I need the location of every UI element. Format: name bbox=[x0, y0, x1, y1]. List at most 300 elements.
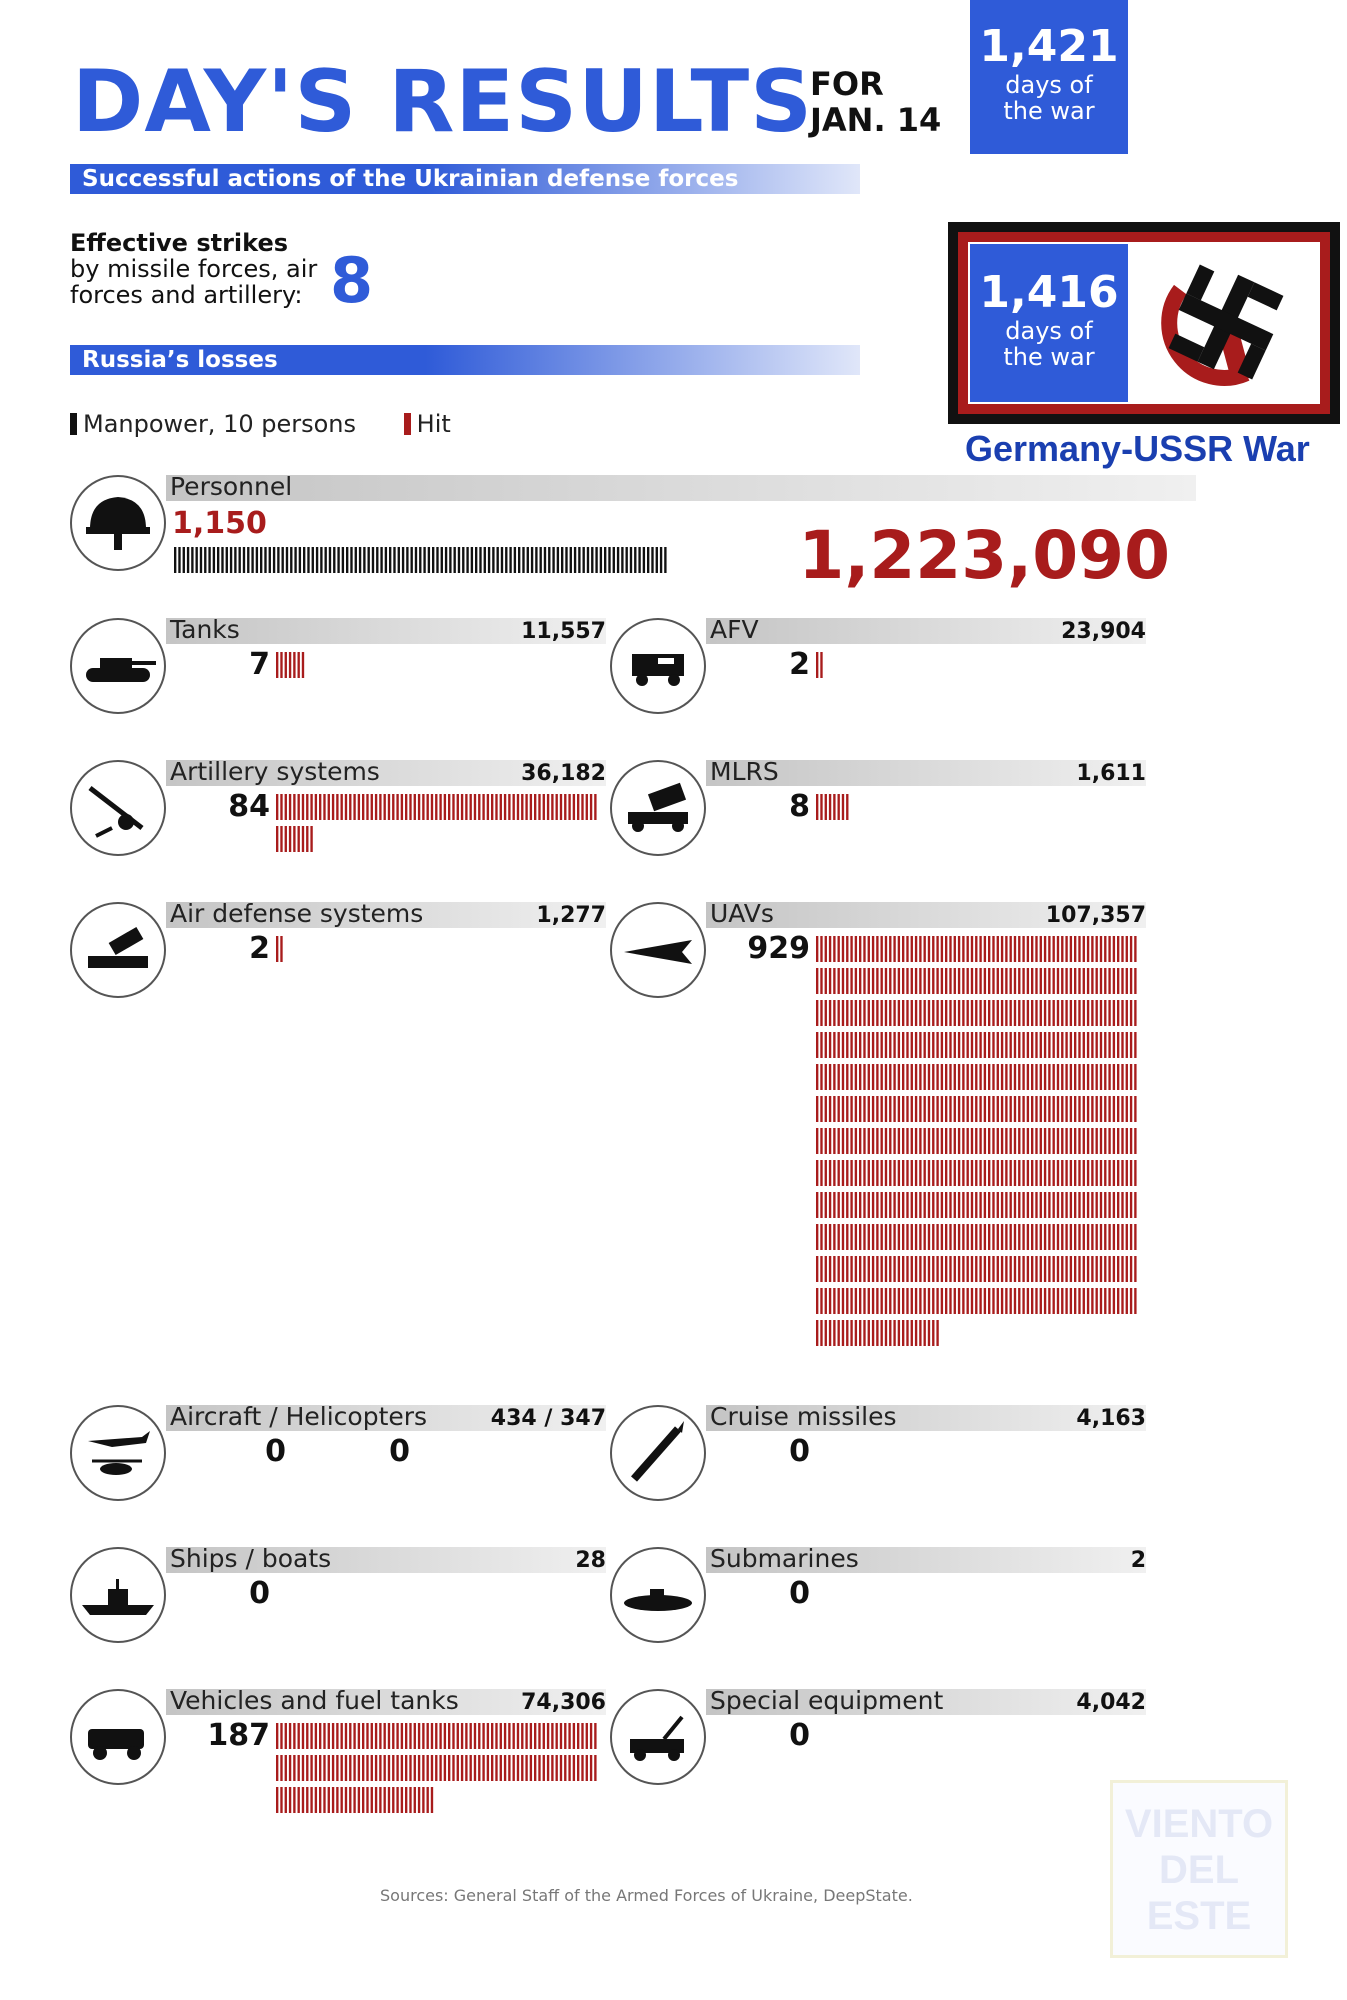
tally-mark bbox=[230, 547, 232, 573]
tally-mark bbox=[1040, 1128, 1042, 1154]
tally-mark bbox=[1040, 1032, 1042, 1058]
tally-mark bbox=[543, 1723, 545, 1749]
tally-mark bbox=[1096, 1096, 1098, 1122]
tally-mark bbox=[1031, 1000, 1033, 1026]
tally-mark bbox=[349, 1723, 351, 1749]
tally-mark bbox=[1005, 1192, 1007, 1218]
tally-mark bbox=[988, 1000, 990, 1026]
tally-mark bbox=[1104, 1288, 1106, 1314]
tally-mark bbox=[876, 1096, 878, 1122]
tally-mark bbox=[850, 968, 852, 994]
tally-mark bbox=[1048, 1192, 1050, 1218]
tally-mark bbox=[1117, 1288, 1119, 1314]
tally-mark bbox=[1005, 1000, 1007, 1026]
tally-mark bbox=[328, 1787, 330, 1813]
tally-mark bbox=[282, 547, 284, 573]
tally-mark bbox=[1005, 1064, 1007, 1090]
tally-mark bbox=[1104, 1128, 1106, 1154]
tally-mark bbox=[328, 1755, 330, 1781]
tally-mark bbox=[881, 1032, 883, 1058]
tally-mark bbox=[855, 1128, 857, 1154]
tally-mark bbox=[1100, 1256, 1102, 1282]
tally-mark bbox=[345, 1755, 347, 1781]
tally-mark bbox=[298, 794, 300, 820]
tally-mark bbox=[825, 1096, 827, 1122]
tally-mark bbox=[881, 1224, 883, 1250]
tally-mark bbox=[885, 1128, 887, 1154]
tally-mark bbox=[992, 1224, 994, 1250]
tally-mark bbox=[1065, 1256, 1067, 1282]
tally-mark bbox=[954, 1032, 956, 1058]
tally-mark bbox=[590, 794, 592, 820]
tally-mark bbox=[362, 1723, 364, 1749]
tally-mark bbox=[448, 1755, 450, 1781]
tally-mark bbox=[893, 1128, 895, 1154]
tally-mark bbox=[280, 652, 282, 678]
tally-mark bbox=[967, 1064, 969, 1090]
tally-mark bbox=[388, 1723, 390, 1749]
tally-mark bbox=[885, 1320, 887, 1346]
tally-mark bbox=[868, 1224, 870, 1250]
tally-mark bbox=[893, 1160, 895, 1186]
tally-mark bbox=[885, 1256, 887, 1282]
tally-mark bbox=[833, 1160, 835, 1186]
tally-mark bbox=[979, 1192, 981, 1218]
tally-mark bbox=[1005, 1160, 1007, 1186]
tally-mark bbox=[375, 1755, 377, 1781]
tally-mark bbox=[487, 1755, 489, 1781]
item-total-value: 1,611 bbox=[1076, 761, 1146, 786]
tally-mark bbox=[239, 547, 241, 573]
tally-mark bbox=[932, 1096, 934, 1122]
tally-mark bbox=[285, 1723, 287, 1749]
tally-mark bbox=[885, 1000, 887, 1026]
tally-mark bbox=[1061, 1256, 1063, 1282]
tally-mark bbox=[992, 1064, 994, 1090]
tally-mark bbox=[1010, 1096, 1012, 1122]
tally-mark bbox=[1018, 968, 1020, 994]
tally-mark bbox=[547, 794, 549, 820]
tally-mark bbox=[1022, 1128, 1024, 1154]
tally-mark bbox=[979, 1224, 981, 1250]
tally-mark bbox=[885, 1064, 887, 1090]
tally-mark bbox=[298, 1723, 300, 1749]
tally-mark bbox=[893, 968, 895, 994]
tally-mark bbox=[1053, 1288, 1055, 1314]
tally-mark bbox=[984, 1000, 986, 1026]
losses-banner: Russia’s losses bbox=[70, 345, 860, 375]
date-label: FOR JAN. 14 bbox=[810, 65, 942, 139]
tally-mark bbox=[388, 1787, 390, 1813]
tally-mark bbox=[893, 1320, 895, 1346]
tally-mark bbox=[859, 1000, 861, 1026]
tally-mark bbox=[825, 1032, 827, 1058]
tally-mark bbox=[855, 1096, 857, 1122]
tally-mark bbox=[458, 547, 460, 573]
item-hit-value: 7 bbox=[249, 647, 270, 682]
tally-mark bbox=[919, 1096, 921, 1122]
item-hit-value: 0 bbox=[789, 1434, 810, 1469]
tally-mark bbox=[1014, 1288, 1016, 1314]
tally-mark bbox=[872, 1032, 874, 1058]
tally-mark bbox=[1113, 936, 1115, 962]
tally-mark bbox=[932, 1224, 934, 1250]
tally-mark bbox=[1005, 968, 1007, 994]
tally-mark bbox=[362, 1787, 364, 1813]
tally-mark bbox=[838, 1160, 840, 1186]
tally-mark bbox=[898, 1320, 900, 1346]
tally-mark bbox=[530, 794, 532, 820]
tally-mark bbox=[204, 547, 206, 573]
tally-mark bbox=[1035, 1224, 1037, 1250]
tally-mark bbox=[1087, 968, 1089, 994]
tally-mark bbox=[1134, 936, 1136, 962]
tally-mark bbox=[820, 1000, 822, 1026]
tally-mark bbox=[1014, 1128, 1016, 1154]
tally-mark bbox=[1087, 1032, 1089, 1058]
tally-mark bbox=[1061, 1000, 1063, 1026]
tally-mark bbox=[286, 547, 288, 573]
tally-mark bbox=[1100, 1288, 1102, 1314]
tally-mark bbox=[329, 547, 331, 573]
tally-mark bbox=[428, 547, 430, 573]
tally-mark bbox=[820, 652, 822, 678]
tally-mark bbox=[893, 936, 895, 962]
tally-mark bbox=[868, 1288, 870, 1314]
tally-mark bbox=[881, 1000, 883, 1026]
tally-mark bbox=[842, 1000, 844, 1026]
tally-mark bbox=[517, 794, 519, 820]
tally-mark bbox=[470, 1723, 472, 1749]
tally-mark bbox=[859, 1224, 861, 1250]
tally-mark bbox=[1018, 1128, 1020, 1154]
tally-mark bbox=[1083, 1288, 1085, 1314]
tally-mark bbox=[350, 547, 352, 573]
tally-mark bbox=[919, 1192, 921, 1218]
tally-mark bbox=[971, 1288, 973, 1314]
tally-mark bbox=[928, 1160, 930, 1186]
tally-mark bbox=[838, 1256, 840, 1282]
tally-mark bbox=[556, 1755, 558, 1781]
tally-mark bbox=[915, 1256, 917, 1282]
tally-mark bbox=[1031, 1064, 1033, 1090]
tally-mark bbox=[445, 547, 447, 573]
tally-mark bbox=[833, 1064, 835, 1090]
tally-mark bbox=[315, 1787, 317, 1813]
tally-mark bbox=[1087, 1000, 1089, 1026]
tally-mark bbox=[945, 1160, 947, 1186]
tally-mark bbox=[1053, 1256, 1055, 1282]
tally-mark bbox=[1040, 936, 1042, 962]
tally-mark bbox=[863, 1128, 865, 1154]
tally-mark bbox=[958, 1000, 960, 1026]
tally-mark bbox=[1113, 1224, 1115, 1250]
tally-mark bbox=[1044, 968, 1046, 994]
tally-mark bbox=[954, 1192, 956, 1218]
item-label: Aircraft / Helicopters bbox=[170, 1402, 428, 1431]
tally-mark bbox=[820, 1160, 822, 1186]
tally-mark bbox=[868, 936, 870, 962]
item-label: Personnel bbox=[170, 472, 293, 501]
tally-mark bbox=[979, 936, 981, 962]
tally-mark bbox=[1096, 1064, 1098, 1090]
tally-mark bbox=[962, 1032, 964, 1058]
tally-mark bbox=[1057, 1032, 1059, 1058]
tally-mark bbox=[431, 794, 433, 820]
item-hit-value: 84 bbox=[228, 789, 270, 824]
tally-mark bbox=[1096, 1224, 1098, 1250]
tally-mark bbox=[1134, 968, 1136, 994]
tally-mark bbox=[427, 794, 429, 820]
tally-mark bbox=[1061, 1032, 1063, 1058]
tally-mark bbox=[924, 1160, 926, 1186]
item-hit-value: 0 bbox=[789, 1576, 810, 1611]
tally-mark bbox=[587, 547, 589, 573]
tally-mark bbox=[997, 1096, 999, 1122]
tally-mark bbox=[1117, 1160, 1119, 1186]
tally-mark bbox=[1117, 1096, 1119, 1122]
tally-mark bbox=[816, 936, 818, 962]
tally-mark bbox=[256, 547, 258, 573]
tally-mark bbox=[1104, 1192, 1106, 1218]
tally-mark bbox=[551, 794, 553, 820]
tally-mark bbox=[1113, 1160, 1115, 1186]
tally-mark bbox=[431, 1787, 433, 1813]
tally-mark bbox=[293, 794, 295, 820]
tally-mark bbox=[816, 968, 818, 994]
tally-mark bbox=[1121, 968, 1123, 994]
tally-mark bbox=[491, 1755, 493, 1781]
tally-mark bbox=[1048, 1032, 1050, 1058]
tally-mark bbox=[928, 1064, 930, 1090]
tally-mark bbox=[1108, 1256, 1110, 1282]
tally-mark bbox=[534, 1755, 536, 1781]
tally-mark bbox=[1134, 1064, 1136, 1090]
tally-mark bbox=[1010, 1160, 1012, 1186]
tally-mark bbox=[911, 968, 913, 994]
tally-mark bbox=[379, 1787, 381, 1813]
tally-mark bbox=[1091, 1032, 1093, 1058]
tally-mark bbox=[411, 547, 413, 573]
tally-mark bbox=[508, 1755, 510, 1781]
tally-mark bbox=[1010, 1192, 1012, 1218]
tally-mark bbox=[941, 1256, 943, 1282]
tally-mark bbox=[898, 1288, 900, 1314]
tally-mark bbox=[949, 936, 951, 962]
tally-mark bbox=[893, 1288, 895, 1314]
tally-mark bbox=[906, 1096, 908, 1122]
tally-mark bbox=[1010, 1128, 1012, 1154]
tally-mark bbox=[415, 547, 417, 573]
tally-mark bbox=[1027, 1000, 1029, 1026]
tally-mark bbox=[842, 1032, 844, 1058]
tally-mark bbox=[346, 547, 348, 573]
tally-mark bbox=[336, 794, 338, 820]
tally-mark bbox=[586, 794, 588, 820]
tally-mark bbox=[280, 1723, 282, 1749]
tally-mark bbox=[349, 1787, 351, 1813]
tally-mark bbox=[1018, 936, 1020, 962]
tally-mark bbox=[1113, 1128, 1115, 1154]
tally-mark bbox=[1104, 1064, 1106, 1090]
tally-mark bbox=[842, 1128, 844, 1154]
tally-mark bbox=[573, 1723, 575, 1749]
tally-mark bbox=[1117, 1000, 1119, 1026]
tally-mark bbox=[461, 794, 463, 820]
tally-mark bbox=[945, 1128, 947, 1154]
tally-mark bbox=[915, 936, 917, 962]
tally-mark bbox=[547, 1723, 549, 1749]
tally-mark bbox=[820, 1032, 822, 1058]
tally-mark bbox=[881, 1288, 883, 1314]
tally-mark bbox=[820, 1128, 822, 1154]
tally-mark bbox=[551, 1723, 553, 1749]
tally-mark bbox=[992, 1000, 994, 1026]
tally-mark bbox=[846, 1096, 848, 1122]
tally-mark bbox=[850, 1032, 852, 1058]
tally-mark bbox=[1044, 1000, 1046, 1026]
tally-mark bbox=[393, 547, 395, 573]
tally-mark bbox=[842, 968, 844, 994]
tally-mark bbox=[829, 1160, 831, 1186]
tally-mark bbox=[1074, 936, 1076, 962]
tally-mark bbox=[842, 1064, 844, 1090]
tally-mark bbox=[362, 794, 364, 820]
tally-mark bbox=[349, 1755, 351, 1781]
tally-mark bbox=[521, 794, 523, 820]
tally-mark bbox=[401, 1787, 403, 1813]
tally-mark bbox=[336, 1723, 338, 1749]
tally-mark bbox=[1104, 1224, 1106, 1250]
tally-mark bbox=[375, 1723, 377, 1749]
tally-mark bbox=[876, 936, 878, 962]
tally-mark bbox=[1022, 1288, 1024, 1314]
tally-mark bbox=[1022, 1256, 1024, 1282]
tally-mark bbox=[928, 1192, 930, 1218]
tally-mark bbox=[997, 1224, 999, 1250]
tally-mark bbox=[1010, 1032, 1012, 1058]
tally-mark bbox=[842, 1288, 844, 1314]
tally-mark bbox=[384, 1755, 386, 1781]
tally-mark bbox=[863, 1256, 865, 1282]
tally-mark bbox=[392, 794, 394, 820]
tally-mark bbox=[932, 1128, 934, 1154]
tally-mark bbox=[975, 968, 977, 994]
tally-mark bbox=[1091, 1128, 1093, 1154]
tally-mark bbox=[911, 1320, 913, 1346]
tally-mark bbox=[560, 1755, 562, 1781]
tally-mark bbox=[962, 936, 964, 962]
tally-mark bbox=[358, 1723, 360, 1749]
tally-mark bbox=[409, 1723, 411, 1749]
tally-mark bbox=[319, 1755, 321, 1781]
tally-mark bbox=[1096, 1192, 1098, 1218]
tally-mark bbox=[898, 1224, 900, 1250]
tally-mark bbox=[384, 794, 386, 820]
tally-mark bbox=[816, 1288, 818, 1314]
tally-mark bbox=[294, 547, 296, 573]
item-total-value: 1,223,090 bbox=[798, 517, 1170, 594]
tally-mark bbox=[855, 1160, 857, 1186]
tally-mark bbox=[988, 936, 990, 962]
tally-mark bbox=[436, 547, 438, 573]
item-label: Artillery systems bbox=[170, 757, 380, 786]
tally-mark bbox=[366, 1723, 368, 1749]
tally-mark bbox=[893, 1032, 895, 1058]
tally-mark bbox=[1108, 1224, 1110, 1250]
tally-mark bbox=[379, 1723, 381, 1749]
tally-mark bbox=[293, 1755, 295, 1781]
tally-mark bbox=[388, 1755, 390, 1781]
tally-mark bbox=[988, 968, 990, 994]
tally-mark bbox=[868, 968, 870, 994]
tally-mark bbox=[375, 1787, 377, 1813]
tally-mark bbox=[1027, 1288, 1029, 1314]
tally-mark bbox=[889, 1160, 891, 1186]
tally-mark bbox=[859, 1064, 861, 1090]
tally-mark bbox=[988, 1192, 990, 1218]
tally-mark bbox=[332, 1755, 334, 1781]
tally-mark bbox=[816, 1320, 818, 1346]
tally-mark bbox=[829, 794, 831, 820]
tally-mark bbox=[838, 1128, 840, 1154]
tally-mark bbox=[911, 1096, 913, 1122]
tally-mark bbox=[1057, 1096, 1059, 1122]
tally-mark bbox=[302, 1723, 304, 1749]
tally-mark bbox=[1096, 1288, 1098, 1314]
tally-mark bbox=[1126, 968, 1128, 994]
tally-mark bbox=[1022, 1096, 1024, 1122]
tally-mark bbox=[1134, 1000, 1136, 1026]
tally-mark bbox=[1061, 1128, 1063, 1154]
tally-mark bbox=[855, 1000, 857, 1026]
tally-mark bbox=[902, 1000, 904, 1026]
tally-mark bbox=[1121, 1096, 1123, 1122]
tally-mark bbox=[269, 547, 271, 573]
tally-mark bbox=[379, 794, 381, 820]
submarine-icon bbox=[610, 1547, 706, 1643]
tally-mark bbox=[1108, 936, 1110, 962]
tally-mark bbox=[1065, 1096, 1067, 1122]
tally-mark bbox=[902, 936, 904, 962]
tally-mark bbox=[422, 1787, 424, 1813]
tally-mark bbox=[1117, 1224, 1119, 1250]
tally-mark bbox=[906, 1288, 908, 1314]
tally-mark bbox=[872, 1064, 874, 1090]
tally-mark bbox=[444, 1755, 446, 1781]
tally-mark bbox=[1031, 936, 1033, 962]
tally-mark bbox=[521, 1755, 523, 1781]
tally-mark bbox=[1078, 1160, 1080, 1186]
tally-mark bbox=[543, 794, 545, 820]
tally-mark bbox=[405, 794, 407, 820]
tally-mark bbox=[997, 968, 999, 994]
tally-mark bbox=[1065, 1064, 1067, 1090]
tally-mark bbox=[949, 1128, 951, 1154]
tally-mark bbox=[530, 1723, 532, 1749]
tally-mark bbox=[1014, 936, 1016, 962]
tally-mark bbox=[889, 1288, 891, 1314]
tally-mark bbox=[971, 1064, 973, 1090]
tally-mark bbox=[1121, 1224, 1123, 1250]
tally-mark bbox=[310, 794, 312, 820]
tally-mark bbox=[997, 1288, 999, 1314]
tally-mark bbox=[919, 1224, 921, 1250]
tally-mark bbox=[1078, 1288, 1080, 1314]
tally-mark bbox=[825, 1064, 827, 1090]
tally-mark bbox=[820, 1256, 822, 1282]
tally-mark bbox=[312, 547, 314, 573]
